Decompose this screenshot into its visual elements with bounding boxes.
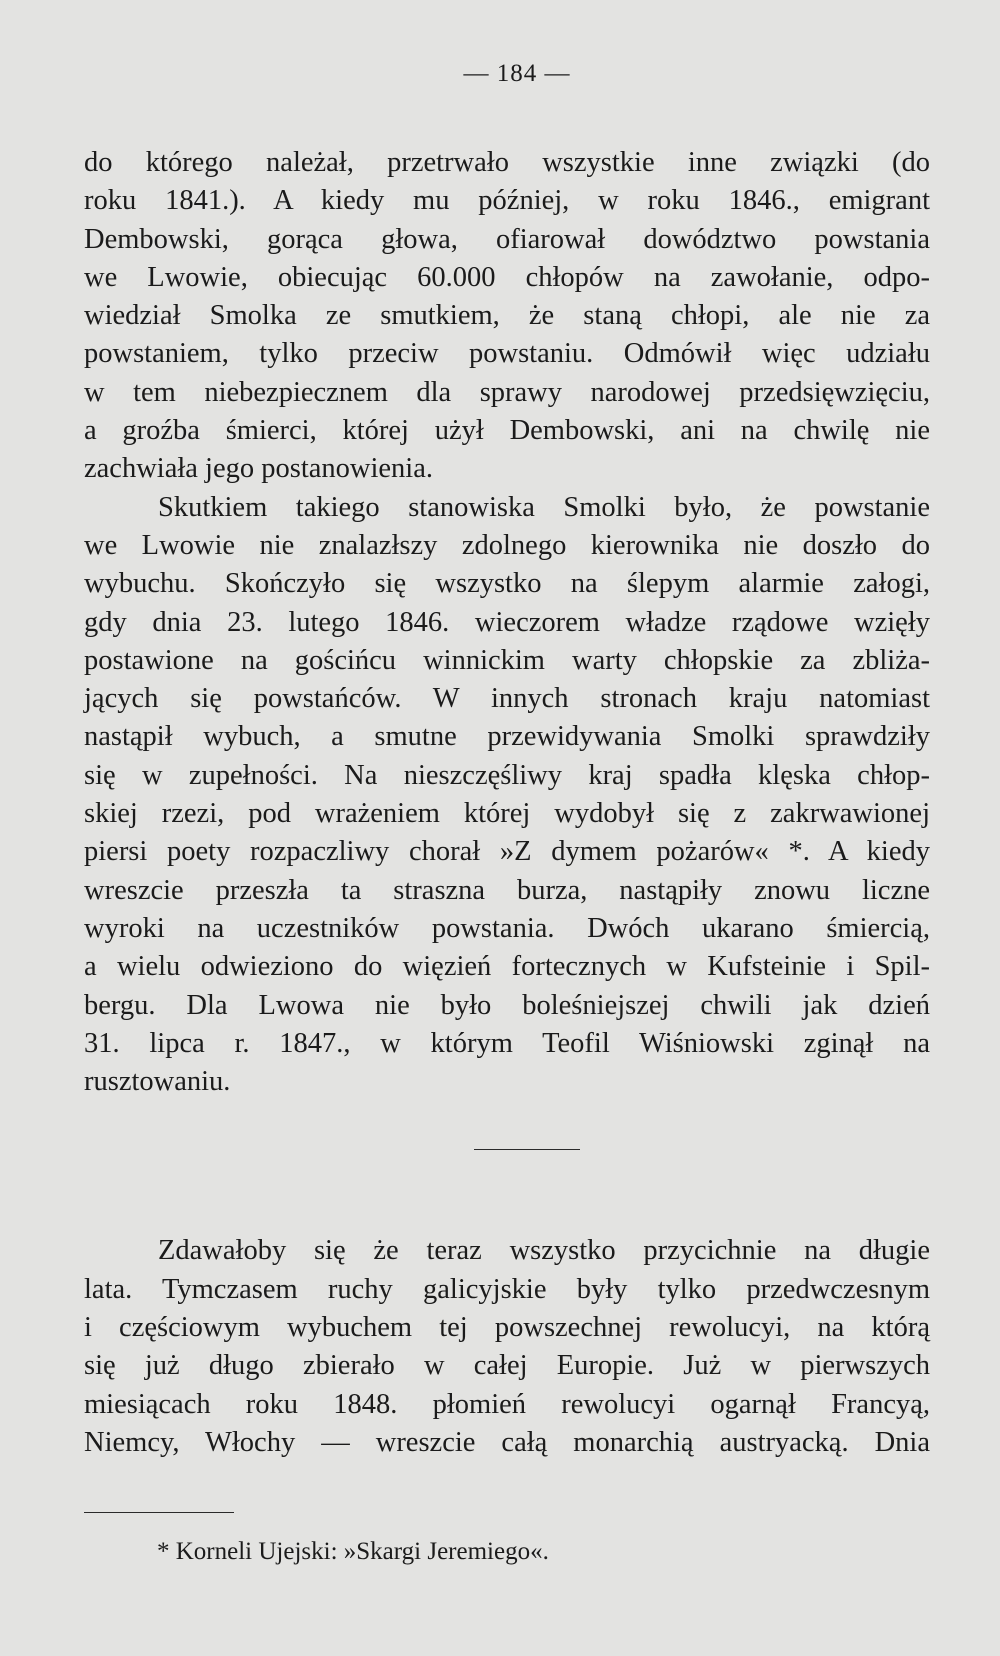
section-divider bbox=[474, 1149, 580, 1150]
paragraph-line: we Lwowie, obiecując 60.000 chłopów na zawołanie, odpo- bbox=[84, 261, 930, 293]
paragraph-3 bbox=[84, 1232, 930, 1462]
paragraph-line: Skutkiem takiego stanowiska Smolki było, że powstanie bbox=[158, 491, 930, 523]
paragraph-line: jących się powstańców. W innych stronach kraju natomiast bbox=[84, 683, 930, 715]
paragraph-line: wiedział Smolka ze smutkiem, że staną chłopi, ale nie za bbox=[84, 300, 930, 332]
paragraph-line: Niemcy, Włochy — wreszcie całą monarchią austryacką. Dnia bbox=[84, 1426, 930, 1458]
paragraph-line: lata. Tymczasem ruchy galicyjskie były tylko przedwczesnym bbox=[84, 1273, 930, 1305]
paragraph-line: do którego należał, przetrwało wszystkie inne związki (do bbox=[84, 147, 930, 178]
paragraph-line: gdy dnia 23. lutego 1846. wieczorem władze rządowe wzięły bbox=[84, 606, 930, 638]
paragraph-line: bergu. Dla Lwowa nie było boleśniejszej chwili jak dzień bbox=[84, 989, 930, 1021]
paragraph-2 bbox=[84, 489, 930, 1102]
paragraph-line: zachwiała jego postanowienia. bbox=[84, 453, 433, 485]
paragraph-line: wyroki na uczestników powstania. Dwóch ukarano śmiercią, bbox=[84, 912, 930, 944]
paragraph-line: piersi poety rozpaczliwy chorał »Z dymem pożarów« *. A kiedy bbox=[84, 836, 930, 868]
paragraph-1 bbox=[84, 144, 930, 489]
paragraph-line: nastąpił wybuch, a smutne przewidywania Smolki sprawdziły bbox=[84, 721, 930, 753]
paragraph-line: rusztowaniu. bbox=[84, 1066, 231, 1098]
footnote: * Korneli Ujejski: »Skargi Jeremiego«. bbox=[157, 1538, 549, 1566]
paragraph-line: się już długo zbierało w całej Europie. Już w pierwszych bbox=[84, 1350, 930, 1382]
paragraph-line: i częściowym wybuchem tej powszechnej rewolucyi, na którą bbox=[84, 1312, 930, 1344]
paragraph-line: a groźba śmierci, której użył Dembowski, ani na chwilę nie bbox=[84, 415, 930, 447]
paragraph-line: a wielu odwieziono do więzień fortecznych w Kufsteinie i Spil- bbox=[84, 951, 930, 983]
paragraph-line: Dembowski, gorąca głowa, ofiarował dowództwo powstania bbox=[84, 223, 930, 255]
paragraph-line: roku 1841.). A kiedy mu później, w roku 1846., emigrant bbox=[84, 185, 930, 217]
paragraph-line: powstaniem, tylko przeciw powstaniu. Odmówił więc udziału bbox=[84, 338, 930, 370]
paragraph-line: 31. lipca r. 1847., w którym Teofil Wiśniowski zginął na bbox=[84, 1027, 930, 1059]
paragraph-line: się w zupełności. Na nieszczęśliwy kraj spadła klęska chłop- bbox=[84, 759, 930, 791]
paragraph-line: Zdawałoby się że teraz wszystko przycichnie na długie bbox=[158, 1235, 930, 1267]
paragraph-line: we Lwowie nie znalazłszy zdolnego kierownika nie doszło do bbox=[84, 529, 930, 561]
paragraph-line: w tem niebezpiecznem dla sprawy narodowej przedsięwzięciu, bbox=[84, 376, 930, 408]
page-number: — 184 — bbox=[463, 60, 571, 87]
paragraph-line: skiej rzezi, pod wrażeniem której wydobył się z zakrwawionej bbox=[84, 798, 930, 830]
footnote-divider bbox=[84, 1512, 234, 1513]
paragraph-line: postawione na gościńcu winnickim warty chłopskie za zbliża- bbox=[84, 644, 930, 676]
paragraph-line: wreszcie przeszła ta straszna burza, nastąpiły znowu liczne bbox=[84, 874, 930, 906]
paragraph-line: miesiącach roku 1848. płomień rewolucyi ogarnął Francyą, bbox=[84, 1388, 930, 1420]
paragraph-line: wybuchu. Skończyło się wszystko na ślepym alarmie załogi, bbox=[84, 568, 930, 600]
